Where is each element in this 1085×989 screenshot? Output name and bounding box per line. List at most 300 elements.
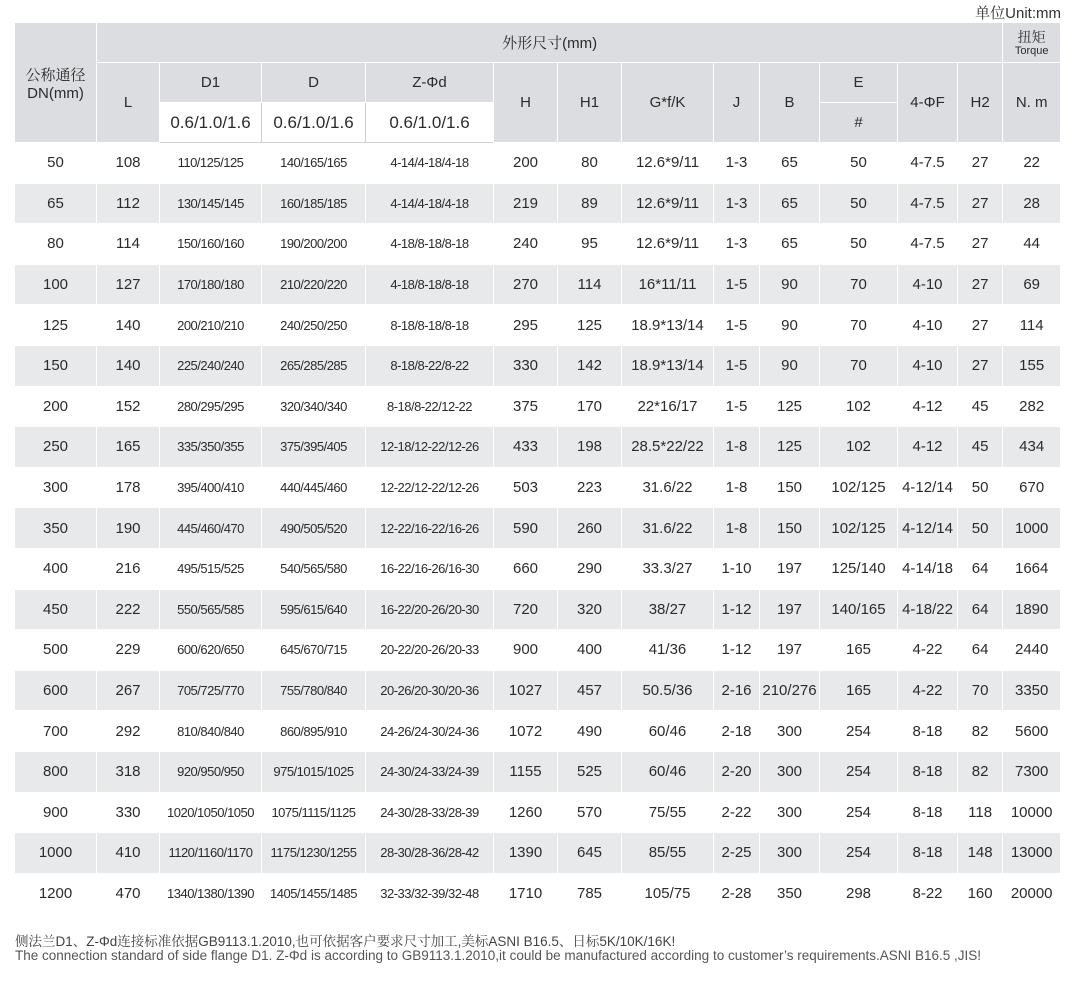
table-cell: 1-5 bbox=[714, 305, 760, 346]
table-row bbox=[15, 792, 1061, 833]
table-cell: 250 bbox=[15, 427, 97, 468]
table-cell: 27 bbox=[958, 183, 1003, 224]
table-cell: 165 bbox=[97, 427, 160, 468]
table-cell: 720 bbox=[494, 589, 558, 630]
table-cell: 27 bbox=[958, 143, 1003, 184]
table-cell: 24-26/24-30/24-36 bbox=[366, 711, 494, 752]
table-body bbox=[15, 143, 1061, 914]
table-cell: 200 bbox=[494, 143, 558, 184]
table-cell: 50 bbox=[958, 508, 1003, 549]
table-cell: 254 bbox=[820, 751, 898, 792]
table-cell: 1020/1050/1050 bbox=[160, 792, 262, 833]
table-cell: 1000 bbox=[1003, 508, 1061, 549]
header-E: E bbox=[820, 63, 898, 103]
table-cell: 503 bbox=[494, 467, 558, 508]
table-cell: 70 bbox=[820, 345, 898, 386]
table-cell: 4-12/14 bbox=[898, 467, 958, 508]
table-cell: 165 bbox=[820, 630, 898, 671]
table-cell: 280/295/295 bbox=[160, 386, 262, 427]
table-cell: 20-22/20-26/20-33 bbox=[366, 630, 494, 671]
table-cell: 8-22 bbox=[898, 873, 958, 914]
table-cell: 300 bbox=[760, 792, 820, 833]
table-row bbox=[15, 670, 1061, 711]
table-cell: 1-5 bbox=[714, 386, 760, 427]
table-cell: 300 bbox=[760, 751, 820, 792]
table-cell: 27 bbox=[958, 345, 1003, 386]
table-cell: 65 bbox=[760, 183, 820, 224]
table-cell: 69 bbox=[1003, 264, 1061, 305]
table-cell: 260 bbox=[558, 508, 622, 549]
table-cell: 1-12 bbox=[714, 589, 760, 630]
table-row bbox=[15, 345, 1061, 386]
table-cell: 64 bbox=[958, 589, 1003, 630]
table-cell: 18.9*13/14 bbox=[622, 345, 714, 386]
table-cell: 320/340/340 bbox=[262, 386, 366, 427]
table-cell: 13000 bbox=[1003, 833, 1061, 874]
table-row bbox=[15, 427, 1061, 468]
table-cell: 31.6/22 bbox=[622, 508, 714, 549]
table-cell: 440/445/460 bbox=[262, 467, 366, 508]
header-D1-pressure: 0.6/1.0/1.6 bbox=[160, 103, 262, 143]
table-row bbox=[15, 305, 1061, 346]
table-cell: 330 bbox=[494, 345, 558, 386]
table-cell: 222 bbox=[97, 589, 160, 630]
table-cell: 95 bbox=[558, 224, 622, 265]
table-cell: 8-18 bbox=[898, 792, 958, 833]
table-cell: 254 bbox=[820, 711, 898, 752]
table-cell: 12.6*9/11 bbox=[622, 143, 714, 184]
table-row bbox=[15, 711, 1061, 752]
torque-en: Torque bbox=[1014, 44, 1049, 57]
table-row bbox=[15, 833, 1061, 874]
table-cell: 2-28 bbox=[714, 873, 760, 914]
torque-cn: 扭矩 bbox=[1017, 28, 1046, 45]
table-cell: 320 bbox=[558, 589, 622, 630]
table-cell: 50 bbox=[958, 467, 1003, 508]
table-cell: 75/55 bbox=[622, 792, 714, 833]
table-row bbox=[15, 589, 1061, 630]
table-cell: 300 bbox=[760, 833, 820, 874]
table-cell: 800 bbox=[15, 751, 97, 792]
table-cell: 4-14/18 bbox=[898, 548, 958, 589]
table-cell: 645 bbox=[558, 833, 622, 874]
table-cell: 20-26/20-30/20-36 bbox=[366, 670, 494, 711]
table-cell: 410 bbox=[97, 833, 160, 874]
table-cell: 90 bbox=[760, 264, 820, 305]
header-H2: H2 bbox=[958, 63, 1003, 143]
table-cell: 400 bbox=[15, 548, 97, 589]
header-G: G*f/K bbox=[622, 63, 714, 143]
table-cell: 700 bbox=[15, 711, 97, 752]
table-cell: 125 bbox=[558, 305, 622, 346]
table-cell: 1027 bbox=[494, 670, 558, 711]
header-E-sub: # bbox=[820, 103, 898, 143]
table-row bbox=[15, 264, 1061, 305]
table-cell: 1175/1230/1255 bbox=[262, 833, 366, 874]
table-cell: 50 bbox=[15, 143, 97, 184]
table-cell: 810/840/840 bbox=[160, 711, 262, 752]
table-cell: 229 bbox=[97, 630, 160, 671]
table-cell: 210/276 bbox=[760, 670, 820, 711]
table-cell: 490/505/520 bbox=[262, 508, 366, 549]
table-cell: 60/46 bbox=[622, 751, 714, 792]
table-cell: 16*11/11 bbox=[622, 264, 714, 305]
table-cell: 28 bbox=[1003, 183, 1061, 224]
table-cell: 102/125 bbox=[820, 467, 898, 508]
table-cell: 335/350/355 bbox=[160, 427, 262, 468]
table-cell: 140/165/165 bbox=[262, 143, 366, 184]
table-cell: 150/160/160 bbox=[160, 224, 262, 265]
table-cell: 50 bbox=[820, 143, 898, 184]
table-cell: 12.6*9/11 bbox=[622, 183, 714, 224]
table-cell: 127 bbox=[97, 264, 160, 305]
table-cell: 197 bbox=[760, 630, 820, 671]
table-cell: 102/125 bbox=[820, 508, 898, 549]
table-cell: 210/220/220 bbox=[262, 264, 366, 305]
table-cell: 2-18 bbox=[714, 711, 760, 752]
table-cell: 140/165 bbox=[820, 589, 898, 630]
table-cell: 434 bbox=[1003, 427, 1061, 468]
table-cell: 90 bbox=[760, 305, 820, 346]
table-cell: 108 bbox=[97, 143, 160, 184]
table-cell: 4-14/4-18/4-18 bbox=[366, 143, 494, 184]
header-B: B bbox=[760, 63, 820, 143]
table-cell: 4-12 bbox=[898, 386, 958, 427]
table-cell: 1260 bbox=[494, 792, 558, 833]
table-cell: 1-3 bbox=[714, 183, 760, 224]
table-cell: 290 bbox=[558, 548, 622, 589]
table-cell: 82 bbox=[958, 711, 1003, 752]
table-cell: 4-10 bbox=[898, 305, 958, 346]
table-cell: 318 bbox=[97, 751, 160, 792]
table-cell: 670 bbox=[1003, 467, 1061, 508]
table-cell: 590 bbox=[494, 508, 558, 549]
table-cell: 4-7.5 bbox=[898, 143, 958, 184]
table-cell: 200/210/210 bbox=[160, 305, 262, 346]
table-cell: 125 bbox=[760, 427, 820, 468]
table-cell: 265/285/285 bbox=[262, 345, 366, 386]
table-cell: 1890 bbox=[1003, 589, 1061, 630]
table-row bbox=[15, 183, 1061, 224]
note-chinese: 侧法兰D1、Z-Φd连接标准依据GB9113.1.2010,也可依据客户要求尺寸加工,美标ASNI B16.5、日标5K/10K/16K! bbox=[15, 934, 676, 949]
table-cell: 920/950/950 bbox=[160, 751, 262, 792]
table-cell: 125/140 bbox=[820, 548, 898, 589]
table-cell: 60/46 bbox=[622, 711, 714, 752]
table-cell: 660 bbox=[494, 548, 558, 589]
table-cell: 1120/1160/1170 bbox=[160, 833, 262, 874]
table-cell: 350 bbox=[760, 873, 820, 914]
table-cell: 755/780/840 bbox=[262, 670, 366, 711]
table-cell: 457 bbox=[558, 670, 622, 711]
table-cell: 41/36 bbox=[622, 630, 714, 671]
header-dimensions-group: 外形尺寸(mm) bbox=[97, 23, 1003, 63]
table-cell: 27 bbox=[958, 305, 1003, 346]
table-cell: 140 bbox=[97, 345, 160, 386]
table-cell: 4-18/8-18/8-18 bbox=[366, 224, 494, 265]
table-cell: 64 bbox=[958, 630, 1003, 671]
table-cell: 27 bbox=[958, 224, 1003, 265]
table-cell: 110/125/125 bbox=[160, 143, 262, 184]
table-cell: 4-18/8-18/8-18 bbox=[366, 264, 494, 305]
table-row bbox=[15, 386, 1061, 427]
table-cell: 22*16/17 bbox=[622, 386, 714, 427]
table-cell: 82 bbox=[958, 751, 1003, 792]
table-cell: 2440 bbox=[1003, 630, 1061, 671]
table-cell: 170/180/180 bbox=[160, 264, 262, 305]
table-cell: 178 bbox=[97, 467, 160, 508]
table-cell: 1155 bbox=[494, 751, 558, 792]
table-cell: 198 bbox=[558, 427, 622, 468]
table-cell: 70 bbox=[820, 305, 898, 346]
table-row bbox=[15, 224, 1061, 265]
table-cell: 20000 bbox=[1003, 873, 1061, 914]
table-cell: 148 bbox=[958, 833, 1003, 874]
table-cell: 70 bbox=[820, 264, 898, 305]
table-cell: 150 bbox=[760, 508, 820, 549]
table-row bbox=[15, 873, 1061, 914]
table-cell: 300 bbox=[760, 711, 820, 752]
table-cell: 5600 bbox=[1003, 711, 1061, 752]
table-cell: 4-10 bbox=[898, 264, 958, 305]
header-Nm: N. m bbox=[1003, 63, 1061, 143]
table-cell: 1000 bbox=[15, 833, 97, 874]
table-cell: 240 bbox=[494, 224, 558, 265]
table-cell: 490 bbox=[558, 711, 622, 752]
table-cell: 24-30/24-33/24-39 bbox=[366, 751, 494, 792]
table-cell: 80 bbox=[15, 224, 97, 265]
table-cell: 219 bbox=[494, 183, 558, 224]
table-cell: 150 bbox=[760, 467, 820, 508]
table-cell: 550/565/585 bbox=[160, 589, 262, 630]
table-cell: 16-22/16-26/16-30 bbox=[366, 548, 494, 589]
table-cell: 4-7.5 bbox=[898, 183, 958, 224]
table-cell: 12-22/16-22/16-26 bbox=[366, 508, 494, 549]
table-cell: 50 bbox=[820, 224, 898, 265]
table-cell: 90 bbox=[760, 345, 820, 386]
table-cell: 200 bbox=[15, 386, 97, 427]
table-row bbox=[15, 548, 1061, 589]
table-row bbox=[15, 508, 1061, 549]
header-H1: H1 bbox=[558, 63, 622, 143]
table-cell: 64 bbox=[958, 548, 1003, 589]
table-cell: 70 bbox=[958, 670, 1003, 711]
header-D: D bbox=[262, 63, 366, 103]
table-cell: 270 bbox=[494, 264, 558, 305]
table-cell: 33.3/27 bbox=[622, 548, 714, 589]
table-cell: 525 bbox=[558, 751, 622, 792]
table-cell: 4-22 bbox=[898, 670, 958, 711]
table-cell: 32-33/32-39/32-48 bbox=[366, 873, 494, 914]
table-row bbox=[15, 630, 1061, 671]
header-H: H bbox=[494, 63, 558, 143]
table-cell: 100 bbox=[15, 264, 97, 305]
table-cell: 4-12/14 bbox=[898, 508, 958, 549]
table-cell: 400 bbox=[558, 630, 622, 671]
table-cell: 160 bbox=[958, 873, 1003, 914]
table-cell: 197 bbox=[760, 589, 820, 630]
header-Z: Z-Φd bbox=[366, 63, 494, 103]
table-cell: 225/240/240 bbox=[160, 345, 262, 386]
table-row bbox=[15, 751, 1061, 792]
header-torque bbox=[1003, 23, 1061, 63]
table-cell: 7300 bbox=[1003, 751, 1061, 792]
table-cell: 4-14/4-18/4-18 bbox=[366, 183, 494, 224]
table-cell: 102 bbox=[820, 427, 898, 468]
table-cell: 50 bbox=[820, 183, 898, 224]
table-cell: 295 bbox=[494, 305, 558, 346]
table-cell: 267 bbox=[97, 670, 160, 711]
table-cell: 450 bbox=[15, 589, 97, 630]
table-cell: 1710 bbox=[494, 873, 558, 914]
table-cell: 1-8 bbox=[714, 508, 760, 549]
table-cell: 89 bbox=[558, 183, 622, 224]
header-Z-pressure: 0.6/1.0/1.6 bbox=[366, 103, 494, 143]
table-cell: 645/670/715 bbox=[262, 630, 366, 671]
table-cell: 500 bbox=[15, 630, 97, 671]
table-cell: 38/27 bbox=[622, 589, 714, 630]
table-cell: 1-5 bbox=[714, 264, 760, 305]
note-english: The connection standard of side flange D1. Z-Φd is according to GB9113.1.2010,it could be manufactured according to customer’s requirements.ASNI B16.5 ,JIS! bbox=[15, 948, 982, 963]
table-cell: 600 bbox=[15, 670, 97, 711]
table-cell: 125 bbox=[760, 386, 820, 427]
table-cell: 45 bbox=[958, 427, 1003, 468]
table-cell: 85/55 bbox=[622, 833, 714, 874]
table-cell: 1664 bbox=[1003, 548, 1061, 589]
table-cell: 300 bbox=[15, 467, 97, 508]
table-cell: 197 bbox=[760, 548, 820, 589]
table-cell: 600/620/650 bbox=[160, 630, 262, 671]
table-cell: 165 bbox=[820, 670, 898, 711]
table-cell: 118 bbox=[958, 792, 1003, 833]
table-cell: 80 bbox=[558, 143, 622, 184]
table-cell: 31.6/22 bbox=[622, 467, 714, 508]
table-cell: 1-3 bbox=[714, 143, 760, 184]
table-cell: 190 bbox=[97, 508, 160, 549]
table-cell: 114 bbox=[558, 264, 622, 305]
table-cell: 350 bbox=[15, 508, 97, 549]
table-cell: 4-7.5 bbox=[898, 224, 958, 265]
table-cell: 2-16 bbox=[714, 670, 760, 711]
table-cell: 1-12 bbox=[714, 630, 760, 671]
table-cell: 18.9*13/14 bbox=[622, 305, 714, 346]
table-cell: 2-20 bbox=[714, 751, 760, 792]
header-D1: D1 bbox=[160, 63, 262, 103]
table-cell: 570 bbox=[558, 792, 622, 833]
table-cell: 975/1015/1025 bbox=[262, 751, 366, 792]
table-cell: 16-22/20-26/20-30 bbox=[366, 589, 494, 630]
table-cell: 190/200/200 bbox=[262, 224, 366, 265]
table-cell: 254 bbox=[820, 792, 898, 833]
table-cell: 105/75 bbox=[622, 873, 714, 914]
header-J: J bbox=[714, 63, 760, 143]
table-cell: 142 bbox=[558, 345, 622, 386]
table-cell: 112 bbox=[97, 183, 160, 224]
table-cell: 44 bbox=[1003, 224, 1061, 265]
table-cell: 2-22 bbox=[714, 792, 760, 833]
table-cell: 223 bbox=[558, 467, 622, 508]
table-cell: 330 bbox=[97, 792, 160, 833]
table-cell: 445/460/470 bbox=[160, 508, 262, 549]
table-cell: 216 bbox=[97, 548, 160, 589]
table-cell: 900 bbox=[15, 792, 97, 833]
table-cell: 8-18 bbox=[898, 711, 958, 752]
table-cell: 12-22/12-22/12-26 bbox=[366, 467, 494, 508]
header-F: 4-ΦF bbox=[898, 63, 958, 143]
table-cell: 433 bbox=[494, 427, 558, 468]
table-cell: 50.5/36 bbox=[622, 670, 714, 711]
table-cell: 1390 bbox=[494, 833, 558, 874]
table-cell: 27 bbox=[958, 264, 1003, 305]
header-L: L bbox=[97, 63, 160, 143]
table-cell: 12.6*9/11 bbox=[622, 224, 714, 265]
table-cell: 8-18 bbox=[898, 833, 958, 874]
table-cell: 170 bbox=[558, 386, 622, 427]
table-cell: 1405/1455/1485 bbox=[262, 873, 366, 914]
table-cell: 1075/1115/1125 bbox=[262, 792, 366, 833]
table-cell: 8-18/8-18/8-18 bbox=[366, 305, 494, 346]
table-cell: 140 bbox=[97, 305, 160, 346]
table-cell: 160/185/185 bbox=[262, 183, 366, 224]
table-cell: 282 bbox=[1003, 386, 1061, 427]
table-cell: 1-5 bbox=[714, 345, 760, 386]
table-cell: 8-18/8-22/12-22 bbox=[366, 386, 494, 427]
table-cell: 705/725/770 bbox=[160, 670, 262, 711]
table-cell: 395/400/410 bbox=[160, 467, 262, 508]
table-cell: 595/615/640 bbox=[262, 589, 366, 630]
table-cell: 8-18 bbox=[898, 751, 958, 792]
unit-label: 单位Unit:mm bbox=[975, 5, 1061, 22]
table-cell: 22 bbox=[1003, 143, 1061, 184]
table-cell: 4-10 bbox=[898, 345, 958, 386]
table-cell: 130/145/145 bbox=[160, 183, 262, 224]
table-cell: 860/895/910 bbox=[262, 711, 366, 752]
table-cell: 65 bbox=[760, 224, 820, 265]
table-cell: 900 bbox=[494, 630, 558, 671]
table-cell: 1-3 bbox=[714, 224, 760, 265]
table-cell: 240/250/250 bbox=[262, 305, 366, 346]
header-dn: 公称通径DN(mm) bbox=[15, 23, 97, 143]
table-cell: 375 bbox=[494, 386, 558, 427]
table-cell: 45 bbox=[958, 386, 1003, 427]
table-cell: 1200 bbox=[15, 873, 97, 914]
table-cell: 152 bbox=[97, 386, 160, 427]
table-cell: 125 bbox=[15, 305, 97, 346]
dimension-table bbox=[14, 22, 1061, 914]
table-cell: 375/395/405 bbox=[262, 427, 366, 468]
table-cell: 24-30/28-33/28-39 bbox=[366, 792, 494, 833]
table-cell: 4-12 bbox=[898, 427, 958, 468]
table-cell: 1-10 bbox=[714, 548, 760, 589]
table-row bbox=[15, 467, 1061, 508]
table-cell: 4-18/22 bbox=[898, 589, 958, 630]
table-cell: 10000 bbox=[1003, 792, 1061, 833]
header-D-pressure: 0.6/1.0/1.6 bbox=[262, 103, 366, 143]
table-cell: 1072 bbox=[494, 711, 558, 752]
table-cell: 785 bbox=[558, 873, 622, 914]
table-cell: 150 bbox=[15, 345, 97, 386]
table-row bbox=[15, 143, 1061, 184]
table-cell: 28.5*22/22 bbox=[622, 427, 714, 468]
table-cell: 155 bbox=[1003, 345, 1061, 386]
table-cell: 102 bbox=[820, 386, 898, 427]
table-cell: 540/565/580 bbox=[262, 548, 366, 589]
table-cell: 470 bbox=[97, 873, 160, 914]
table-cell: 3350 bbox=[1003, 670, 1061, 711]
table-cell: 4-22 bbox=[898, 630, 958, 671]
table-cell: 1340/1380/1390 bbox=[160, 873, 262, 914]
table-cell: 114 bbox=[97, 224, 160, 265]
table-cell: 1-8 bbox=[714, 427, 760, 468]
